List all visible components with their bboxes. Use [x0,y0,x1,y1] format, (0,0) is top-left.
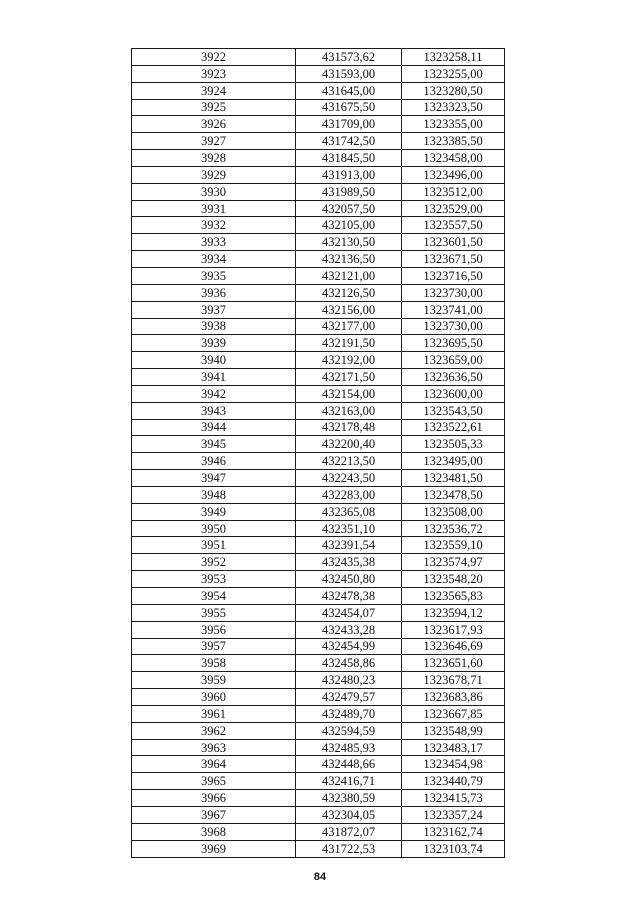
y-coordinate-cell: 1323496,00 [402,166,505,183]
table-row [132,840,505,857]
x-coordinate-cell: 432136,50 [296,251,402,268]
x-coordinate-cell: 431675,50 [296,99,402,116]
table-row [132,790,505,807]
table-row [132,689,505,706]
y-coordinate-cell: 1323103,74 [402,840,505,857]
x-coordinate-cell: 432163,00 [296,402,402,419]
table-row [132,773,505,790]
y-coordinate-cell: 1323512,00 [402,183,505,200]
x-coordinate-cell: 432391,54 [296,537,402,554]
y-coordinate-cell: 1323646,69 [402,638,505,655]
x-coordinate-cell: 432458,86 [296,655,402,672]
table-row [132,166,505,183]
x-coordinate-cell: 432454,07 [296,604,402,621]
table-row [132,234,505,251]
point-number-cell: 3955 [132,604,296,621]
y-coordinate-cell: 1323617,93 [402,621,505,638]
y-coordinate-cell: 1323548,99 [402,722,505,739]
point-number-cell: 3956 [132,621,296,638]
table-row [132,503,505,520]
table-row [132,621,505,638]
table-row [132,49,505,66]
x-coordinate-cell: 432171,50 [296,369,402,386]
y-coordinate-cell: 1323741,00 [402,301,505,318]
point-number-cell: 3968 [132,823,296,840]
point-number-cell: 3960 [132,689,296,706]
point-number-cell: 3930 [132,183,296,200]
table-row [132,82,505,99]
point-number-cell: 3935 [132,267,296,284]
y-coordinate-cell: 1323667,85 [402,705,505,722]
point-number-cell: 3951 [132,537,296,554]
y-coordinate-cell: 1323683,86 [402,689,505,706]
y-coordinate-cell: 1323671,50 [402,251,505,268]
x-coordinate-cell: 432480,23 [296,672,402,689]
x-coordinate-cell: 432154,00 [296,385,402,402]
y-coordinate-cell: 1323481,50 [402,470,505,487]
table-row [132,806,505,823]
y-coordinate-cell: 1323355,00 [402,116,505,133]
table-row [132,823,505,840]
y-coordinate-cell: 1323543,50 [402,402,505,419]
y-coordinate-cell: 1323730,00 [402,318,505,335]
table-row [132,672,505,689]
y-coordinate-cell: 1323716,50 [402,267,505,284]
x-coordinate-cell: 432126,50 [296,284,402,301]
x-coordinate-cell: 431645,00 [296,82,402,99]
x-coordinate-cell: 432450,80 [296,571,402,588]
table-row [132,486,505,503]
point-number-cell: 3958 [132,655,296,672]
table-row [132,251,505,268]
point-number-cell: 3947 [132,470,296,487]
point-number-cell: 3969 [132,840,296,857]
point-number-cell: 3924 [132,82,296,99]
point-number-cell: 3926 [132,116,296,133]
coordinates-table-body [132,49,505,858]
x-coordinate-cell: 432156,00 [296,301,402,318]
table-row [132,453,505,470]
point-number-cell: 3923 [132,65,296,82]
table-row [132,520,505,537]
y-coordinate-cell: 1323478,50 [402,486,505,503]
y-coordinate-cell: 1323600,00 [402,385,505,402]
coordinates-table [131,48,505,858]
y-coordinate-cell: 1323730,00 [402,284,505,301]
table-row [132,571,505,588]
point-number-cell: 3959 [132,672,296,689]
point-number-cell: 3967 [132,806,296,823]
x-coordinate-cell: 432213,50 [296,453,402,470]
point-number-cell: 3964 [132,756,296,773]
table-row [132,554,505,571]
y-coordinate-cell: 1323280,50 [402,82,505,99]
x-coordinate-cell: 432057,50 [296,200,402,217]
x-coordinate-cell: 431845,50 [296,150,402,167]
y-coordinate-cell: 1323594,12 [402,604,505,621]
y-coordinate-cell: 1323659,00 [402,352,505,369]
y-coordinate-cell: 1323258,11 [402,49,505,66]
x-coordinate-cell: 432178,48 [296,419,402,436]
x-coordinate-cell: 432380,59 [296,790,402,807]
table-row [132,739,505,756]
point-number-cell: 3965 [132,773,296,790]
y-coordinate-cell: 1323505,33 [402,436,505,453]
point-number-cell: 3949 [132,503,296,520]
y-coordinate-cell: 1323557,50 [402,217,505,234]
table-row [132,133,505,150]
x-coordinate-cell: 432489,70 [296,705,402,722]
x-coordinate-cell: 432351,10 [296,520,402,537]
table-row [132,470,505,487]
x-coordinate-cell: 432283,00 [296,486,402,503]
table-row [132,705,505,722]
x-coordinate-cell: 432105,00 [296,217,402,234]
y-coordinate-cell: 1323255,00 [402,65,505,82]
point-number-cell: 3928 [132,150,296,167]
table-row [132,588,505,605]
point-number-cell: 3961 [132,705,296,722]
x-coordinate-cell: 431709,00 [296,116,402,133]
y-coordinate-cell: 1323454,98 [402,756,505,773]
x-coordinate-cell: 432594,59 [296,722,402,739]
point-number-cell: 3938 [132,318,296,335]
point-number-cell: 3945 [132,436,296,453]
y-coordinate-cell: 1323651,60 [402,655,505,672]
y-coordinate-cell: 1323529,00 [402,200,505,217]
point-number-cell: 3929 [132,166,296,183]
table-row [132,65,505,82]
y-coordinate-cell: 1323483,17 [402,739,505,756]
y-coordinate-cell: 1323522,61 [402,419,505,436]
table-row [132,99,505,116]
y-coordinate-cell: 1323440,79 [402,773,505,790]
table-row [132,150,505,167]
point-number-cell: 3950 [132,520,296,537]
y-coordinate-cell: 1323601,50 [402,234,505,251]
y-coordinate-cell: 1323508,00 [402,503,505,520]
x-coordinate-cell: 431573,62 [296,49,402,66]
point-number-cell: 3954 [132,588,296,605]
point-number-cell: 3966 [132,790,296,807]
table-row [132,722,505,739]
point-number-cell: 3937 [132,301,296,318]
point-number-cell: 3943 [132,402,296,419]
table-row [132,217,505,234]
point-number-cell: 3922 [132,49,296,66]
table-row [132,369,505,386]
table-row [132,267,505,284]
table-row [132,385,505,402]
table-row [132,116,505,133]
x-coordinate-cell: 432435,38 [296,554,402,571]
y-coordinate-cell: 1323162,74 [402,823,505,840]
x-coordinate-cell: 432192,00 [296,352,402,369]
table-row [132,537,505,554]
y-coordinate-cell: 1323678,71 [402,672,505,689]
y-coordinate-cell: 1323695,50 [402,335,505,352]
point-number-cell: 3931 [132,200,296,217]
y-coordinate-cell: 1323574,97 [402,554,505,571]
point-number-cell: 3939 [132,335,296,352]
x-coordinate-cell: 432416,71 [296,773,402,790]
y-coordinate-cell: 1323323,50 [402,99,505,116]
x-coordinate-cell: 431872,07 [296,823,402,840]
table-row [132,638,505,655]
y-coordinate-cell: 1323565,83 [402,588,505,605]
table-row [132,301,505,318]
point-number-cell: 3953 [132,571,296,588]
y-coordinate-cell: 1323357,24 [402,806,505,823]
x-coordinate-cell: 432365,08 [296,503,402,520]
x-coordinate-cell: 432433,28 [296,621,402,638]
x-coordinate-cell: 432130,50 [296,234,402,251]
x-coordinate-cell: 432200,40 [296,436,402,453]
point-number-cell: 3944 [132,419,296,436]
x-coordinate-cell: 432304,05 [296,806,402,823]
point-number-cell: 3927 [132,133,296,150]
x-coordinate-cell: 432243,50 [296,470,402,487]
y-coordinate-cell: 1323536,72 [402,520,505,537]
x-coordinate-cell: 431989,50 [296,183,402,200]
table-row [132,655,505,672]
point-number-cell: 3942 [132,385,296,402]
page-number: 84 [313,871,327,883]
x-coordinate-cell: 432479,57 [296,689,402,706]
x-coordinate-cell: 431742,50 [296,133,402,150]
point-number-cell: 3934 [132,251,296,268]
point-number-cell: 3940 [132,352,296,369]
table-row [132,419,505,436]
point-number-cell: 3952 [132,554,296,571]
y-coordinate-cell: 1323415,73 [402,790,505,807]
x-coordinate-cell: 432485,93 [296,739,402,756]
y-coordinate-cell: 1323385,50 [402,133,505,150]
x-coordinate-cell: 431722,53 [296,840,402,857]
point-number-cell: 3957 [132,638,296,655]
x-coordinate-cell: 431593,00 [296,65,402,82]
table-row [132,402,505,419]
x-coordinate-cell: 432177,00 [296,318,402,335]
point-number-cell: 3962 [132,722,296,739]
y-coordinate-cell: 1323495,00 [402,453,505,470]
table-row [132,604,505,621]
point-number-cell: 3963 [132,739,296,756]
table-row [132,756,505,773]
point-number-cell: 3948 [132,486,296,503]
x-coordinate-cell: 432454,99 [296,638,402,655]
point-number-cell: 3925 [132,99,296,116]
table-row [132,183,505,200]
point-number-cell: 3946 [132,453,296,470]
point-number-cell: 3941 [132,369,296,386]
y-coordinate-cell: 1323636,50 [402,369,505,386]
x-coordinate-cell: 432478,38 [296,588,402,605]
x-coordinate-cell: 431913,00 [296,166,402,183]
table-row [132,335,505,352]
x-coordinate-cell: 432121,00 [296,267,402,284]
table-row [132,318,505,335]
y-coordinate-cell: 1323559,10 [402,537,505,554]
x-coordinate-cell: 432448,66 [296,756,402,773]
point-number-cell: 3933 [132,234,296,251]
table-row [132,436,505,453]
table-row [132,284,505,301]
x-coordinate-cell: 432191,50 [296,335,402,352]
y-coordinate-cell: 1323548,20 [402,571,505,588]
point-number-cell: 3936 [132,284,296,301]
table-row [132,200,505,217]
y-coordinate-cell: 1323458,00 [402,150,505,167]
table-row [132,352,505,369]
point-number-cell: 3932 [132,217,296,234]
